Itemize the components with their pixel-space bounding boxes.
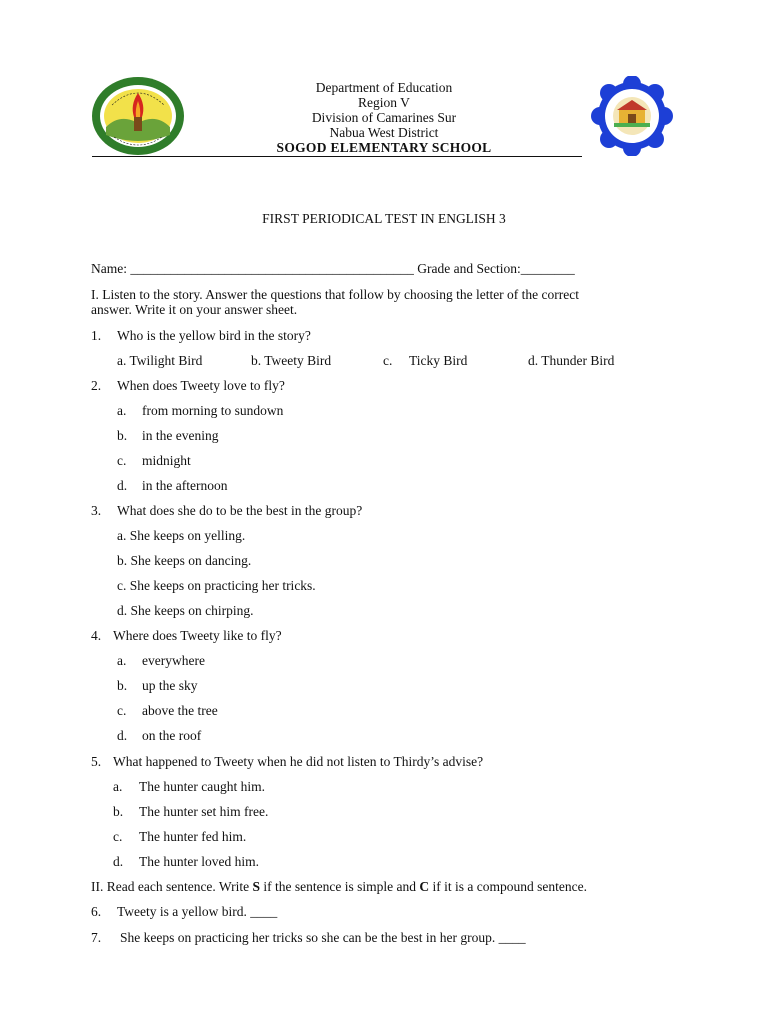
letterhead [200,80,568,155]
sentence-number: 6. [91,904,102,919]
sentence-number: 7. [91,930,102,945]
region-line: Region V [358,95,410,110]
choice-letter: b. [117,678,128,693]
simple-marker: S [252,879,261,894]
question-text: Where does Tweety like to fly? [113,628,282,643]
choice-text: from morning to sundown [142,403,284,418]
choice-letter: c. [117,703,127,718]
choice-letter: b. [117,428,128,443]
question-number: 5. [91,754,102,769]
sentence-text: She keeps on practicing her tricks so she can be the best in her group. ____ [120,930,526,945]
choice-letter: d. [117,728,128,743]
choice-text: The hunter fed him. [139,829,247,844]
school-name: SOGOD ELEMENTARY SCHOOL [276,140,492,155]
school-seal-logo [582,76,682,156]
part1-instruction-line1: I. Listen to the story. Answer the questions that follow by choosing the letter of the correct [91,287,580,302]
choice-text: The hunter loved him. [139,854,259,869]
department-line: Department of Education [315,80,453,95]
question-number: 3. [91,503,102,518]
choice-letter: d. [117,478,128,493]
choice-text: The hunter set him free. [139,804,269,819]
choice-text: in the afternoon [142,478,228,493]
header-divider [92,156,582,157]
compound-marker: C [419,879,430,894]
question-number: 4. [91,628,102,643]
question-text: When does Tweety love to fly? [117,378,285,393]
choice-letter: d. [113,854,124,869]
choice-text: The hunter caught him. [139,779,265,794]
question-3-choice-b: b. She keeps on dancing. [117,553,252,568]
choice-b: b. Tweety Bird [251,353,332,368]
choice-text: up the sky [142,678,198,693]
part1-instruction-line2: answer. Write it on your answer sheet. [91,302,298,317]
choice-text: in the evening [142,428,219,443]
choice-text: on the roof [142,728,202,743]
question-text: Who is the yellow bird in the story? [117,328,311,343]
part2-instruction-mid: if the sentence is simple and [260,879,420,894]
choice-letter: c. [117,453,127,468]
part2-instruction-pre: II. Read each sentence. Write [91,879,253,894]
choice-letter: a. [113,779,123,794]
question-3-choice-a: a. She keeps on yelling. [117,528,246,543]
question-text: What does she do to be the best in the group? [117,503,363,518]
choice-text: above the tree [142,703,218,718]
choice-letter: a. [117,653,127,668]
part1-instructions [91,287,661,317]
part2-instruction-post: if it is a compound sentence. [429,879,587,894]
division-line: Division of Camarines Sur [311,110,457,125]
choice-text: midnight [142,453,191,468]
name-and-section-line: Name: __________________________________________ Grade and Section:________ [91,261,575,276]
choice-letter: b. [113,804,124,819]
choice-d: d. Thunder Bird [528,353,615,368]
question-number: 2. [91,378,102,393]
division-seal-logo [90,75,186,157]
choice-a: a. Twilight Bird [117,353,203,368]
choice-c: Ticky Bird [409,353,468,368]
sentence-text: Tweety is a yellow bird. ____ [117,904,278,919]
question-number: 1. [91,328,102,343]
district-line: Nabua West District [329,125,439,140]
question-3-choice-c: c. She keeps on practicing her tricks. [117,578,316,593]
choice-text: everywhere [142,653,205,668]
question-3-choice-d: d. She keeps on chirping. [117,603,254,618]
choice-letter: a. [117,403,127,418]
part2-instructions [91,879,587,895]
choice-c-letter: c. [383,353,393,368]
test-title: FIRST PERIODICAL TEST IN ENGLISH 3 [262,211,506,226]
choice-letter: c. [113,829,123,844]
question-text: What happened to Tweety when he did not listen to Thirdy’s advise? [113,754,484,769]
